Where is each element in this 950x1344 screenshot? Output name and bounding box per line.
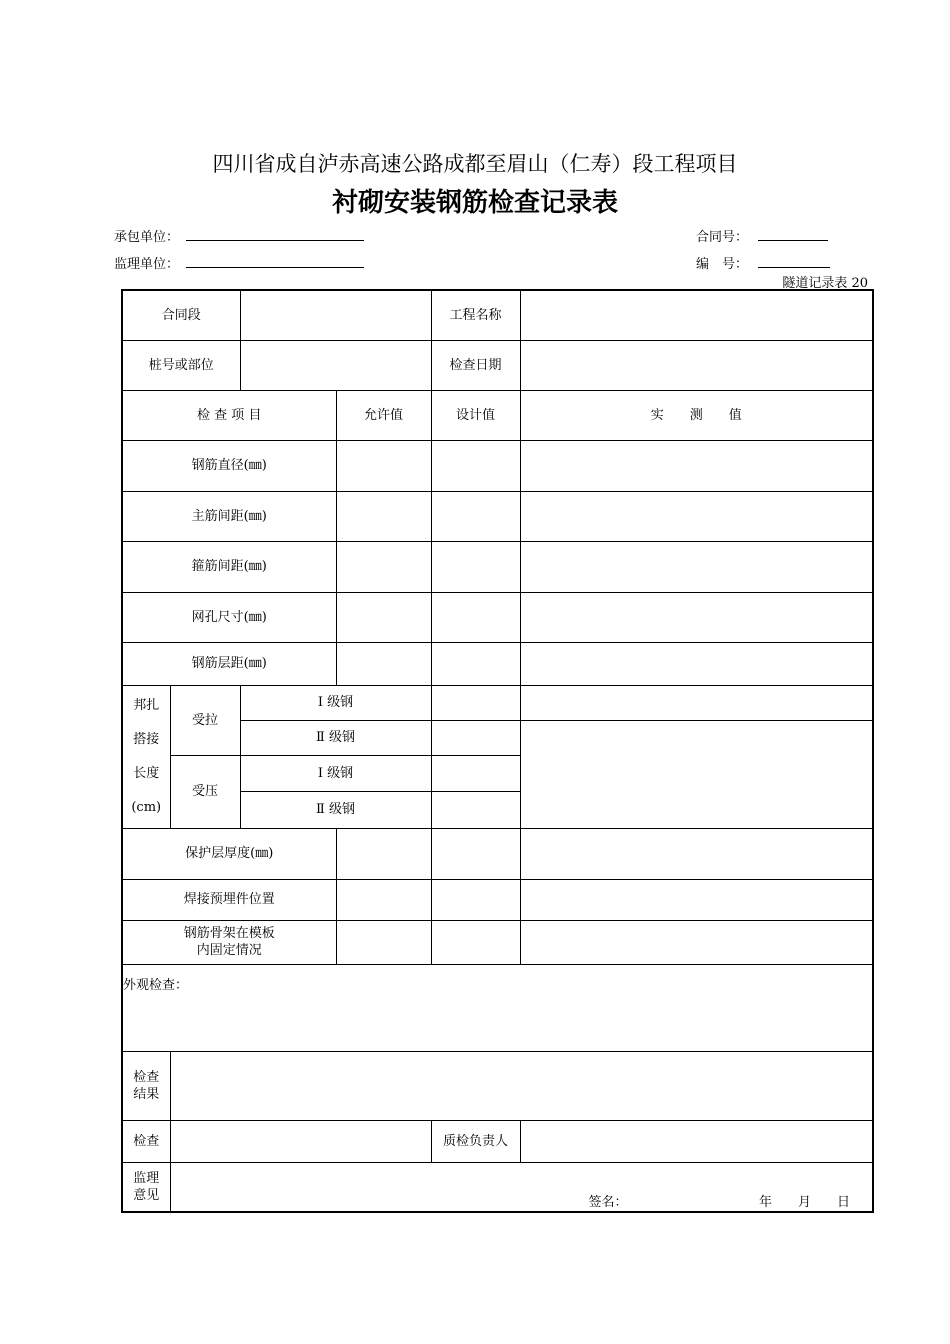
allow-cell[interactable]	[336, 642, 431, 685]
tension-grade1-label: Ⅰ 级钢	[240, 685, 431, 720]
lap-line-2: 搭接	[133, 731, 160, 747]
serial-no-field[interactable]	[758, 267, 830, 268]
row-label-diameter: 钢筋直径(㎜)	[122, 440, 336, 491]
project-subtitle: 四川省成自泸赤高速公路成都至眉山（仁寿）段工程项目	[212, 152, 738, 176]
supervisor-label: 监理单位：	[114, 257, 180, 272]
contract-section-value[interactable]	[240, 290, 431, 340]
inspector-value[interactable]	[170, 1120, 431, 1162]
lap-line-1: 邦扎	[133, 697, 160, 713]
result-line-1: 检查	[133, 1069, 160, 1085]
inspection-table	[121, 289, 874, 1213]
design-cell[interactable]	[431, 828, 520, 879]
measured-cell[interactable]	[520, 491, 873, 541]
serial-no-label: 编 号：	[696, 257, 749, 272]
supervisor-field[interactable]	[186, 267, 364, 268]
allow-cell[interactable]	[336, 592, 431, 642]
col-header-measured: 实 测 值	[520, 390, 873, 440]
contractor-label: 承包单位：	[114, 230, 180, 245]
measured-cell[interactable]	[520, 920, 873, 964]
measured-cell[interactable]	[520, 879, 873, 920]
row-label-embed: 焊接预埋件位置	[122, 879, 336, 920]
allow-cell[interactable]	[336, 879, 431, 920]
measured-cell-merged[interactable]	[520, 720, 873, 828]
lap-length-label	[122, 685, 170, 828]
compression-grade2-label: Ⅱ 级钢	[240, 791, 431, 828]
measured-cell[interactable]	[520, 828, 873, 879]
design-cell[interactable]	[431, 491, 520, 541]
design-cell[interactable]	[431, 920, 520, 964]
design-cell[interactable]	[431, 755, 520, 791]
measured-cell[interactable]	[520, 642, 873, 685]
col-header-item: 检 查 项 目	[122, 390, 336, 440]
allow-cell[interactable]	[336, 491, 431, 541]
tension-grade2-label: Ⅱ 级钢	[240, 720, 431, 755]
row-label-main-spacing: 主筋间距(㎜)	[122, 491, 336, 541]
allow-cell[interactable]	[336, 828, 431, 879]
form-number: 隧道记录表 20	[782, 276, 868, 291]
sign-date: 年 月 日	[758, 1195, 850, 1210]
supervision-line-1: 监理	[133, 1170, 160, 1186]
row-label-layer-spacing: 钢筋层距(㎜)	[122, 642, 336, 685]
inspector-label: 检查	[122, 1120, 170, 1162]
design-cell[interactable]	[431, 879, 520, 920]
design-cell[interactable]	[431, 541, 520, 592]
row-label-cover: 保护层厚度(㎜)	[122, 828, 336, 879]
contract-no-field[interactable]	[758, 240, 828, 241]
allow-cell[interactable]	[336, 541, 431, 592]
compression-label: 受压	[170, 755, 240, 828]
row-label-stirrup-spacing: 箍筋间距(㎜)	[122, 541, 336, 592]
result-value[interactable]	[170, 1051, 873, 1120]
contractor-field[interactable]	[186, 240, 364, 241]
supervision-opinion[interactable]	[170, 1162, 873, 1212]
frame-line-2: 内固定情况	[196, 943, 262, 958]
measured-cell[interactable]	[520, 440, 873, 491]
sign-label: 签名：	[588, 1195, 628, 1210]
project-name-label: 工程名称	[431, 290, 520, 340]
form-title: 衬砌安装钢筋检查记录表	[331, 188, 618, 218]
row-label-mesh-size: 网孔尺寸(㎜)	[122, 592, 336, 642]
col-header-allow: 允许值	[336, 390, 431, 440]
contract-no-label: 合同号：	[696, 230, 749, 245]
check-date-value[interactable]	[520, 340, 873, 390]
lap-line-3: 长度	[133, 765, 160, 781]
compression-grade1-label: Ⅰ 级钢	[240, 755, 431, 791]
qc-person-label: 质检负责人	[431, 1120, 520, 1162]
station-label: 桩号或部位	[122, 340, 240, 390]
appearance-cell[interactable]	[122, 964, 873, 1051]
supervision-line-2: 意见	[133, 1187, 160, 1203]
design-cell[interactable]	[431, 642, 520, 685]
tension-label: 受拉	[170, 685, 240, 755]
supervision-label	[122, 1162, 170, 1212]
measured-cell[interactable]	[520, 541, 873, 592]
col-header-design: 设计值	[431, 390, 520, 440]
frame-line-1: 钢筋骨架在模板	[183, 926, 275, 941]
result-line-2: 结果	[133, 1086, 160, 1102]
check-date-label: 检查日期	[431, 340, 520, 390]
measured-cell[interactable]	[520, 592, 873, 642]
result-label	[122, 1051, 170, 1120]
design-cell[interactable]	[431, 592, 520, 642]
allow-cell[interactable]	[336, 920, 431, 964]
lap-line-4: (cm)	[131, 799, 162, 815]
appearance-label: 外观检查：	[123, 977, 189, 993]
contract-section-label: 合同段	[122, 290, 240, 340]
design-cell[interactable]	[431, 440, 520, 491]
qc-person-value[interactable]	[520, 1120, 873, 1162]
row-label-frame	[122, 920, 336, 964]
design-cell[interactable]	[431, 685, 520, 720]
station-value[interactable]	[240, 340, 431, 390]
measured-cell[interactable]	[520, 685, 873, 720]
design-cell[interactable]	[431, 791, 520, 828]
project-name-value[interactable]	[520, 290, 873, 340]
design-cell[interactable]	[431, 720, 520, 755]
allow-cell[interactable]	[336, 440, 431, 491]
